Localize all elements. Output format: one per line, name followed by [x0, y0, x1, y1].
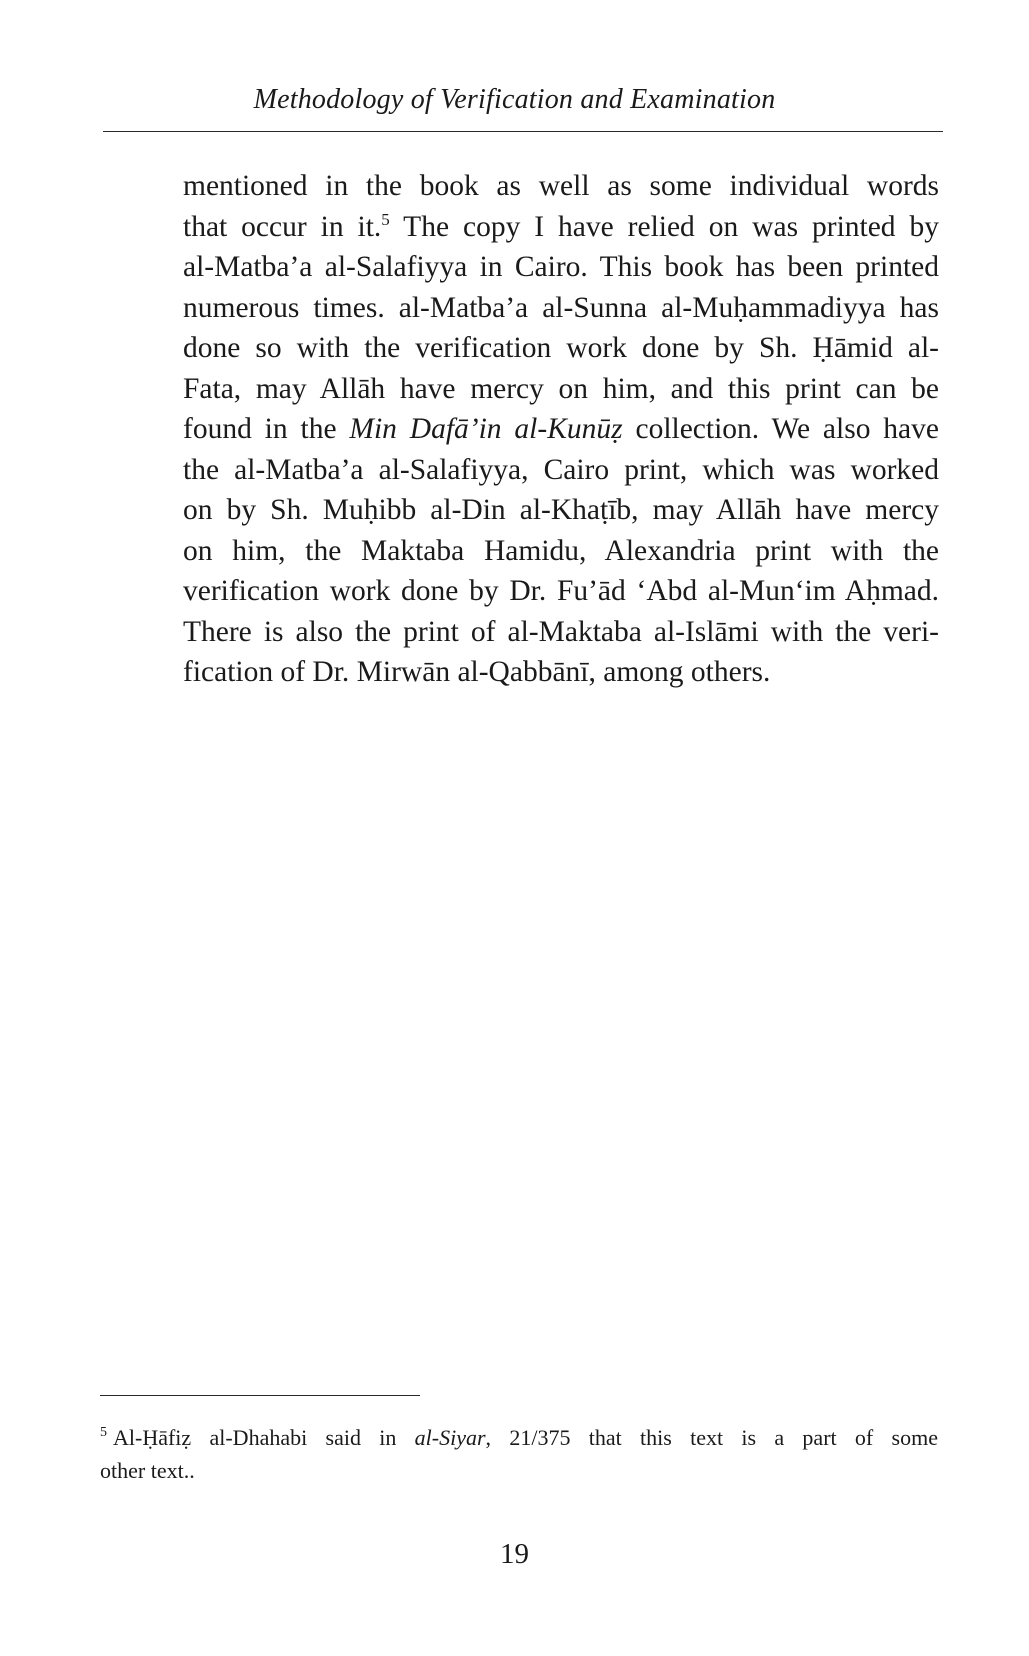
footnote-marker: 5: [100, 1425, 107, 1440]
footnote: [100, 1421, 938, 1487]
header-rule: [103, 131, 943, 132]
body-line: There is also the print of al-Maktaba al-Islāmi with the veri-: [183, 615, 939, 648]
body-line: verification work done by Dr. Fu’ād ‘Abd al-Mun‘im Aḥmad.: [183, 575, 939, 607]
footnote-line: [100, 1421, 938, 1454]
body-line: mentioned in the book as well as some individual words: [183, 170, 939, 202]
body-line: [183, 207, 939, 248]
body-text-run: found in the: [183, 413, 350, 445]
running-head: Methodology of Verification and Examination: [253, 84, 776, 115]
body-line: done so with the verification work done by Sh. Ḥāmid al-: [183, 332, 939, 364]
body-line: numerous times. al-Matba’a al-Sunna al-Muḥammadiyya has: [183, 291, 939, 324]
body-line: [183, 409, 939, 450]
footnote-rule: [100, 1395, 420, 1396]
footnote-reference[interactable]: 5: [381, 209, 390, 229]
footnote-text-run: , 21/375 that this text is a part of some: [485, 1425, 938, 1450]
body-line: fication of Dr. Mirwān al-Qabbānī, among others.: [183, 656, 771, 688]
body-line: the al-Matba’a al-Salafiyya, Cairo print, which was worked: [183, 453, 939, 486]
footnote-line: other text..: [100, 1458, 195, 1483]
body-line: al-Matba’a al-Salafiyya in Cairo. This book has been printed: [183, 251, 939, 283]
body-line: on by Sh. Muḥibb al-Din al-Khaṭīb, may Allāh have mercy: [183, 494, 939, 526]
body-text-run: collection. We also have: [622, 413, 939, 445]
page-number: 19: [500, 1538, 529, 1570]
body-text-run: The copy I have relied on was printed by: [389, 210, 939, 243]
body-paragraph: [183, 166, 939, 693]
footnote-text-run: Al-Ḥāfiẓ al-Dhahabi said in: [113, 1425, 415, 1450]
book-title: Min Dafā’in al-Kunūẓ: [349, 413, 623, 445]
body-line: on him, the Maktaba Hamidu, Alexandria print with the: [183, 534, 939, 567]
body-text-run: that occur in it.: [183, 210, 382, 243]
book-title: al-Siyar: [414, 1425, 486, 1450]
body-line: Fata, may Allāh have mercy on him, and this print can be: [183, 372, 939, 405]
